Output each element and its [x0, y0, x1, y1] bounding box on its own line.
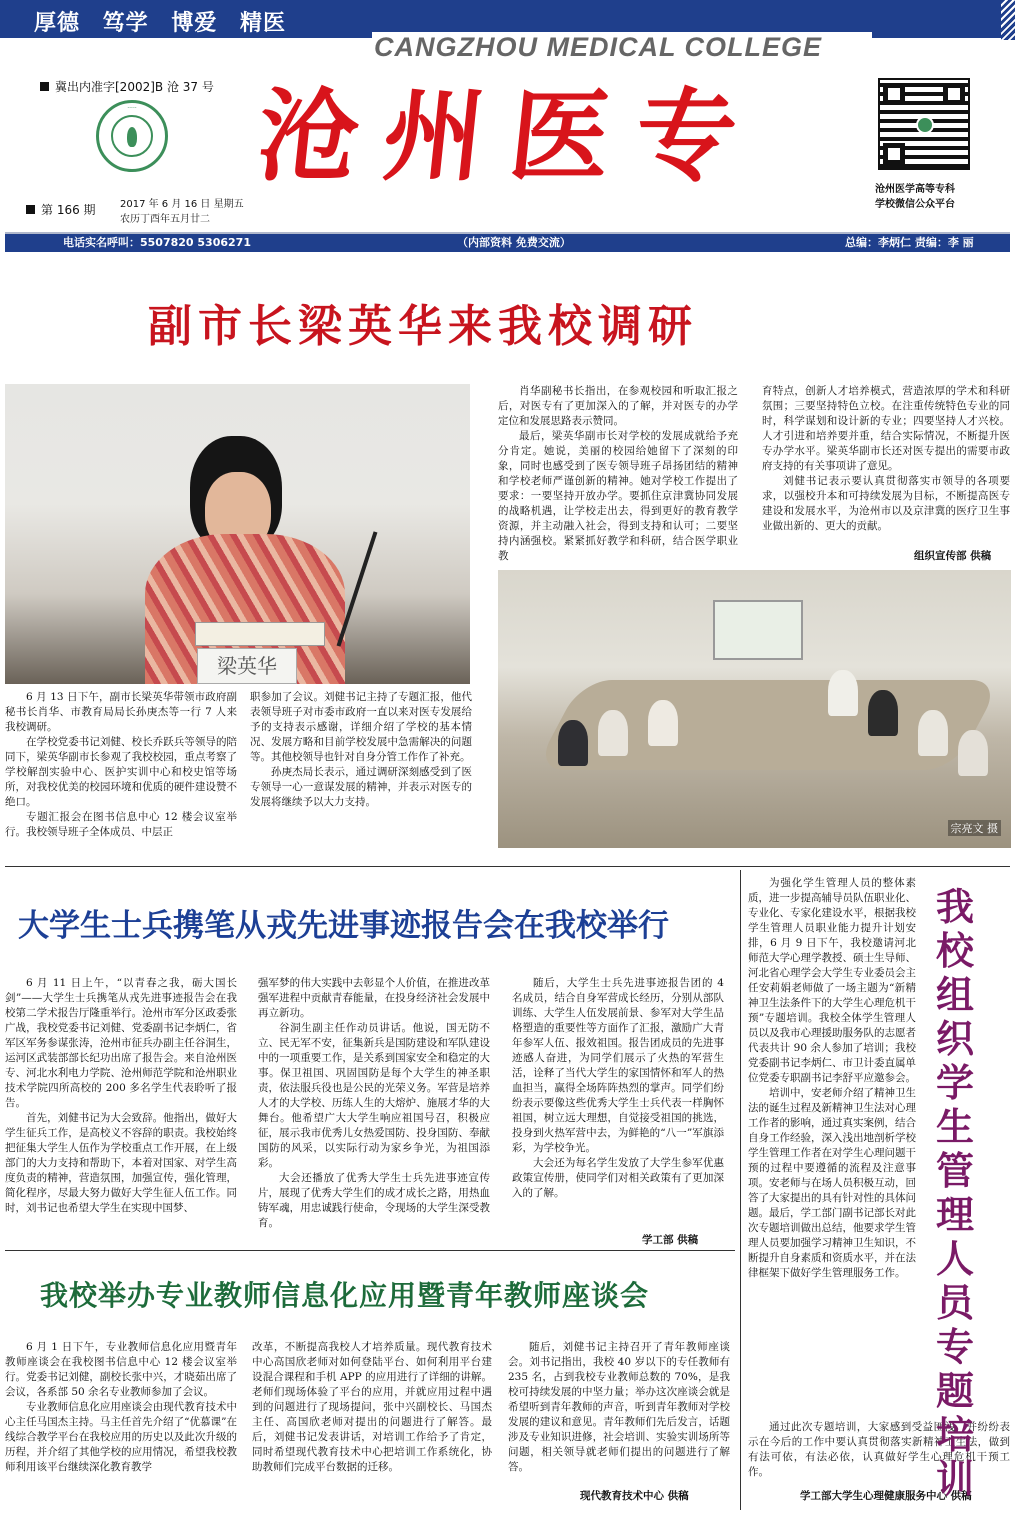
bullet-square-icon — [40, 82, 49, 91]
photo-notebook — [195, 622, 325, 646]
qr-caption-line1: 沧州医学高等专科 — [875, 184, 955, 195]
article4-credit: 现代教育技术中心 供稿 — [580, 1490, 689, 1502]
seal-inner-ring — [111, 115, 153, 157]
article1-column-a — [5, 690, 237, 858]
photo-attendee — [868, 690, 898, 736]
article1-column-c — [498, 384, 738, 564]
paragraph: 6 月 13 日下午，副市长梁英华带领市政府副秘书长肖华、市教育局局长孙庚杰等一行 7 人来我校调研。 — [5, 691, 237, 733]
seal-lettering: ····· — [127, 105, 137, 112]
paragraph: 大会还播放了优秀大学生士兵先进事迹宣传片，展现了优秀大学生们的成才成长之路，用热血铸军魂，用忠诚践行使命，令现场的大学生深受教育。 — [258, 1172, 490, 1229]
section-divider — [5, 1250, 735, 1251]
internal-notice: （内部资料 免费交流） — [457, 236, 571, 249]
photo-projector-screen — [713, 600, 803, 660]
paragraph: 通过此次专题培训，大家感到受益匪浅，并纷纷表示在今后的工作中要认真贯彻落实新精神卫生法，做到有法可依，有法必依，认真做好学生心理危机干预工作。 — [748, 1421, 1010, 1478]
article4-headline: 我校举办专业教师信息化应用暨青年教师座谈会 — [40, 1279, 650, 1312]
paragraph: 职参加了会议。刘健书记主持了专题汇报，他代表领导班子对市委市政府一直以来对医专发展给予的支持表示感谢，详细介绍了学校的基本情况、发展方略和目前学校发展中急需解决的问题等。其他校领导也针对自身分管工作作了补充。 — [250, 691, 472, 763]
photo-attendee — [958, 730, 988, 776]
article2-credit: 学工部 供稿 — [642, 1234, 699, 1246]
phone-line: 电话实名呼叫：5507820 5306271 — [63, 236, 251, 249]
photo-attendee — [918, 710, 948, 756]
editors-line: 总编：李炳仁 责编：李 丽 — [845, 236, 974, 249]
paragraph: 6 月 11 日上午，“以青春之我，砺大国长剑”——大学生士兵携笔从戎先进事迹报告会在我校第二学术报告厅隆重举行。沧州市军分区政委张广战，我校党委书记刘健、党委副书记李炳仁，省军区军务参谋张涛，沧州市征兵办副主任谷洞生，运河区武装部部长纪功出席了报告会。来自沧州医专、河北水利电力学院、沧州师范学院和沧州职业技术学院四所高校的 200 多名学生代表聆听了报告。 — [5, 977, 237, 1109]
paragraph: 首先，刘健书记为大会致辞。他指出，做好大学生征兵工作，是高校义不容辞的职责。我校始终把征集大学生人伍作为学校重点工作开展，在上级部门的大力支持和帮助下，本着对国家、对学生高度负责的精神，营造氛围，加强宣传，强化管理，简化程序，尽最大努力做好大学生征人伍工作。同时，刘书记也希望大学生在实现中国梦、 — [5, 1112, 237, 1214]
article4-column-b — [252, 1340, 492, 1505]
issue-text: 第 166 期 — [41, 203, 96, 217]
english-college-name: CANGZHOU MEDICAL COLLEGE — [372, 32, 872, 63]
issue-date: 2017 年 6 月 16 日 星期五 — [120, 199, 244, 210]
permit-text: 冀出内准字[2002]B 沧 37 号 — [55, 80, 214, 94]
article2-headline: 大学生士兵携笔从戎先进事迹报告会在我校举行 — [18, 908, 669, 944]
article4-column-a — [5, 1340, 237, 1505]
paragraph: 改革，不断提高我校人才培养质量。现代教育技术中心高国欣老师对如何登陆平台、如何利用平台建设混合课程和手机 APP 的应用进行了详细的讲解。老师们现场体验了平台的应用，并就应用过程中遇到的问题进行了现场提问，张中兴副校长、马国杰主任、高国欣老师对提出的问题进行了解答。最后，刘健书记发表讲话，对培训工作给予了肯定，同时希望现代教育技术中心把培训工作系统化，协助教师们完成平台数据的迁移。 — [252, 1341, 492, 1473]
article1-photo-meeting — [498, 570, 1011, 848]
paragraph: 随后，刘健书记主持召开了青年教师座谈会。刘书记指出，我校 40 岁以下的专任教师有 235 名，占到我校专业教师总数的 70%，是我校可持续发展的中坚力量；举办这次座谈会就是希望听到青年教师的声音，听到青年教师对学校发展的建议和意见。青年教师们先后发言，话题涉及专业知识进修，社会培训、实验实训场所等问题，相关领导就老师们提出的问题进行了解答。 — [508, 1341, 730, 1473]
article1-column-b — [250, 690, 472, 858]
qr-finder-bottom-left — [883, 143, 905, 165]
paragraph: 为强化学生管理人员的整体素质，进一步提高辅导员队伍职业化、专业化、专家化建设水平，根据我校学生管理人员职业能力提升计划安排，6 月 9 日下午，我校邀请河北师范大学心理学教授、硕士生导师、河北省心理学会大学生专业委员会主任安莉娟老师做了一场主题为“新精神卫生法条件下的大学生心理危机干预”专题培训。我校全体学生管理人员以及我市心理援助服务队的志愿者代表共计 90 余人参加了培训；我校党委副书记李炳仁、市卫计委直属单位党委专职副书记李舒平应邀参会。 — [748, 877, 916, 1084]
college-seal-logo — [96, 100, 168, 172]
paragraph: 最后，梁英华副市长对学校的发展成就给予充分肯定。她说，美丽的校园给她留下了深刻的印象，同时也感受到了医专领导班子昂扬团结的精神和学校老师严谨创新的精神。她对学校工作提出了要求：一要坚持开放办学。要抓住京津冀协同发展的战略机遇，让学校走出去，得到更好的教育教学资源，并主动融入社会，得到支持和认可；二要坚持内涵强校。紧紧抓好教学和科研，结合医学职业教 — [498, 430, 738, 562]
publication-permit — [40, 78, 214, 95]
paragraph: 强军梦的伟大实践中去彰显个人价值，在推进改革强军进程中贡献青春能量，在投身经济社会发展中再立新功。 — [258, 977, 490, 1019]
article3-column-main — [748, 876, 916, 1419]
photo-attendee — [598, 710, 628, 756]
newspaper-title-logo: 沧州医专 — [251, 77, 769, 195]
article4-column-c — [508, 1340, 730, 1480]
wechat-qr-code[interactable] — [878, 78, 970, 170]
name-card: 梁英华 — [197, 648, 297, 684]
paragraph: 肖华副秘书长指出，在参观校园和听取汇报之后，对医专有了更加深入的了解，并对医专的办学定位和发展思路表示赞同。 — [498, 385, 738, 427]
paragraph: 随后，大学生士兵先进事迹报告团的 4 名成员，结合自身军营成长经历，分别从部队训练、大学生人伍发展前景、参军对大学生品格塑造的重要性等方面作了汇报，激励广大青年参军人伍、报效祖国。报告团成员的先进事迹感人奋进，为同学们展示了火热的军营生活，诠释了当代大学生的家国情怀和军人的热血担当，赢得全场阵阵热烈的掌声。同学们纷纷表示要像这些优秀大学生士兵代表一样胸怀祖国，树立远大理想，自觉接受祖国的挑选，投身到火热军营中去，为鲜艳的“八一”军旗添彩，为学校争光。 — [512, 977, 724, 1154]
section-divider — [5, 866, 1010, 867]
paragraph: 大会还为每名学生发放了大学生参军优惠政策宣传册，使同学们对相关政策有了更加深入的了解。 — [512, 1157, 724, 1199]
article1-headline: 副市长梁英华来我校调研 — [148, 301, 698, 352]
paragraph: 谷洞生副主任作动员讲话。他说，国无防不立、民无军不安，征集新兵是国防建设和军队建设中的一项重要工作，是关系到国家安全和稳定的大事。保卫祖国、巩固国防是每个大学生的神圣职责，依法服兵役也是公民的光荣义务。军营是培养人才的大学校、历练人生的大熔炉、施展才华的大舞台。他希望广大大学生响应祖国号召，积极应征，展示我市优秀儿女热爱国防、投身国防、奉献国防的风采，以实际行动为家乡争光，为祖国添彩。 — [258, 1022, 490, 1169]
issue-number — [26, 201, 96, 218]
seal-emblem — [127, 127, 137, 147]
photo-attendee — [648, 700, 678, 746]
qr-finder-top-right — [943, 83, 965, 105]
bullet-square-icon — [26, 205, 35, 214]
paragraph: 6 月 1 日下午，专业教师信息化应用暨青年教师座谈会在我校图书信息中心 12 楼会议室举行。党委书记刘健，副校长张中兴，才晓茹出席了会议，各系部 50 余名专业教师参加了会议。 — [5, 1341, 237, 1398]
article3-headline: 我校组织学生管理人员专题培训 — [935, 884, 974, 1501]
article1-photo-speaker — [5, 384, 470, 684]
article2-column-b — [258, 976, 490, 1248]
school-motto: 厚德 笃学 博爱 精医 — [34, 11, 286, 36]
qr-caption-line2: 学校微信公众平台 — [875, 199, 955, 210]
qr-logo-icon — [916, 116, 934, 134]
paragraph: 育特点，创新人才培养模式，营造浓厚的学术和科研氛围；三要坚持特色立校。在注重传统特色专业的同时，科学谋划和设计新的专业；四要坚持人才兴校。人才引进和培养要并重，结合实际情况，不断提升医专办学水平。梁英华副市长还对医专提出的需要市政府支持的有关事项讲了意见。 — [762, 385, 1010, 472]
paragraph: 刘健书记表示要认真贯彻落实市领导的各项要求，以强校升本和可持续发展为目标，不断提高医专建设和发展水平，为沧州市以及京津冀的医疗卫生事业做出新的、更大的贡献。 — [762, 475, 1010, 532]
article1-column-d — [762, 384, 1010, 547]
paragraph: 培训中，安老师介绍了精神卫生法的诞生过程及新精神卫生法对心理工作者的影响，通过真实案例，结合自身工作经验，深入浅出地剖析学校学生管理工作者在对学生心理问题干预的过程中要遵循的流程及注意事项。安老师与在场人员积极互动，回答了大家提出的具有针对性的具体问题。最后，学工部门副书记部长对此次专题培训做出总结，他要求学生管理人员要加强学习精神卫生知识，不断提升自身素质和资质水平，并在法律框架下做好学生管理服务工作。 — [748, 1087, 916, 1279]
paragraph: 专业教师信息化应用座谈会由现代教育技术中心主任马国杰主持。马主任首先介绍了“优慕课”在线综合教学平台在我校应用的历史以及此次升级的历程，并介绍了其他学校的应用情况，希望我校教师利用该平台继续深化教育教学 — [5, 1401, 237, 1473]
photo-credit-caption: 宗亮文 摄 — [948, 820, 1002, 836]
article2-column-a — [5, 976, 237, 1248]
article1-credit: 组织宣传部 供稿 — [914, 550, 992, 562]
article2-column-c — [512, 976, 724, 1226]
column-divider — [740, 870, 741, 1510]
photo-attendee — [828, 670, 858, 716]
info-bar — [5, 232, 1010, 252]
corner-stripe-decoration — [1001, 0, 1015, 40]
paragraph: 孙庚杰局长表示，通过调研深刻感受到了医专领导一心一意谋发展的精神，并表示对医专的发展将继续予以大力支持。 — [250, 766, 472, 808]
article3-credit: 学工部大学生心理健康服务中心 供稿 — [800, 1490, 972, 1502]
lunar-date: 农历丁酉年五月廿二 — [120, 214, 210, 225]
qr-finder-top-left — [883, 83, 905, 105]
paragraph: 在学校党委书记刘健、校长乔跃兵等领导的陪同下，梁英华副市长参观了我校校园，重点考察了学校解剖实验中心、医护实训中心和校史馆等场所，对我校优美的校园环境和优质的硬件建设赞不绝口。 — [5, 736, 237, 808]
photo-attendee — [558, 720, 588, 766]
paragraph: 专题汇报会在图书信息中心 12 楼会议室举行。我校领导班子全体成员、中层正 — [5, 811, 237, 838]
